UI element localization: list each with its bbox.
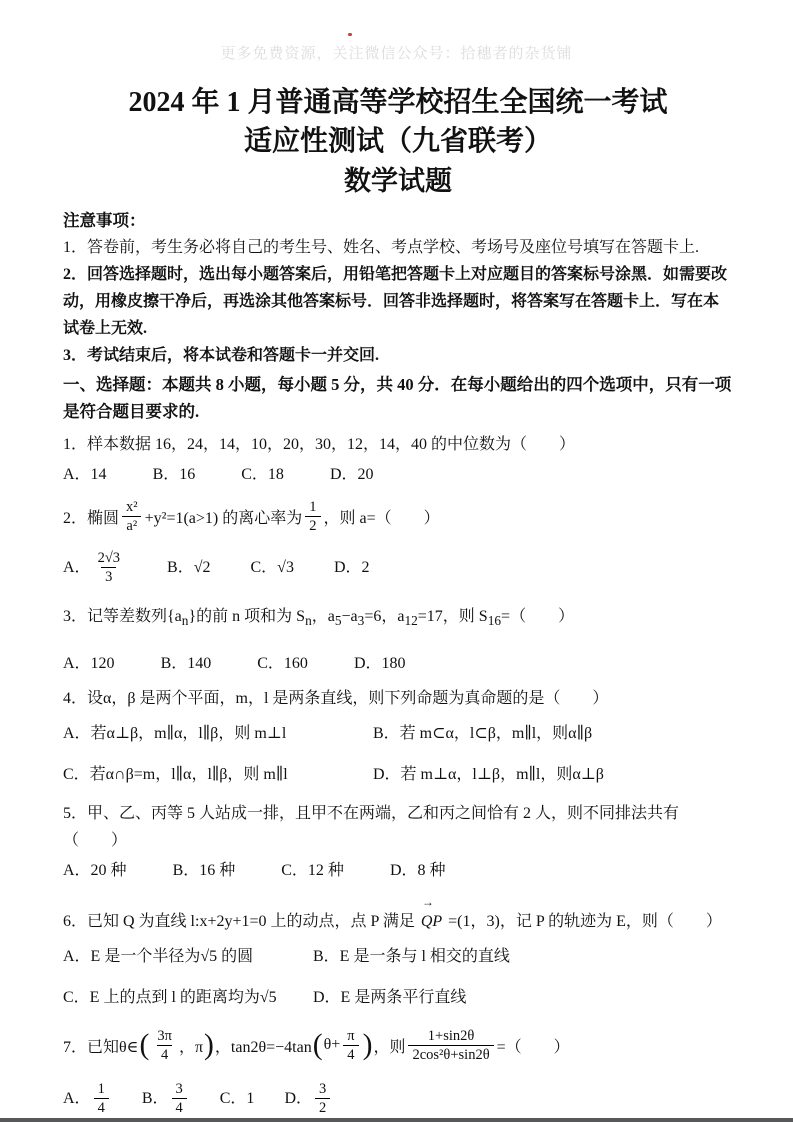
q4-option-a: A．若α⊥β，m∥α，l∥β，则 m⊥l [63, 724, 287, 742]
q2-option-a-fraction: $\frac{2√3}{3}$ [97, 550, 121, 586]
question-3-options [63, 650, 733, 677]
exam-title-line1: 2024 年 1 月普通高等学校招生全国统一考试 [128, 87, 668, 118]
notice-item-3: 3．考试结束后，将本试卷和答题卡一并交回. [63, 347, 380, 364]
q3-option-c: C．160 [257, 654, 308, 672]
notice-item-2: 2．回答选择题时，选出每小题答案后，用铅笔把答题卡上对应题目的答案标号涂黑．如需要改动，用橡皮擦干净后，再选涂其他答案标号．回答非选择题时，将答案写在答题卡上．写在本试卷上无效. [63, 266, 728, 337]
q2-option-c: C．√3 [250, 559, 294, 577]
red-scan-artifact [348, 33, 352, 36]
exam-title-line2: 适应性测试（九省联考） [243, 126, 552, 157]
notice-section [63, 208, 733, 369]
right-paren-big-2: ) [362, 1028, 373, 1061]
title-block [63, 84, 733, 200]
q6-option-c: C．E 上的点到 l 的距离均为√5 [63, 988, 277, 1006]
section-1-heading: 一、选择题：本题共 8 小题，每小题 5 分，共 40 分．在每小题给出的四个选项中，只有一项是符合题目要求的. [63, 375, 732, 421]
q2-stem-post: ，则 a=（ ） [323, 510, 440, 528]
q4-option-c: C．若α∩β=m，l∥α，l∥β，则 m∥l [63, 765, 288, 783]
q2-option-a: A． $\frac{2√3}{3}$ [63, 549, 127, 586]
q2-option-b: B．√2 [167, 559, 211, 577]
question-6-stem: 6．已知 Q 为直线 l:x+2y+1=0 上的动点，点 P 满足 → QP =(1，3)，记 P 的轨迹为 E，则（ ） [63, 900, 733, 935]
q2-stem-pre: 2．椭圆 [63, 510, 120, 528]
q6-option-d: D．E 是两条平行直线 [313, 988, 467, 1006]
right-paren-big: ) [204, 1028, 214, 1061]
left-paren-big: ( [139, 1028, 150, 1061]
watermark-text: 更多免费资源，关注微信公众号：拾穗者的杂货铺 [220, 46, 573, 62]
q7-option-a-fraction: $\frac{1}{4}$ [94, 1080, 109, 1117]
question-4-stem: 4．设α，β 是两个平面，m，l 是两条直线，则下列命题为真命题的是（ ） [63, 689, 609, 707]
vector-qp: → QP [420, 894, 443, 930]
q7-option-d-fraction: $\frac{3}{2}$ [315, 1080, 330, 1117]
notice-item-1: 1．答卷前，考生务必将自己的考生号、姓名、考点学校、考场号及座位号填写在答题卡上. [63, 239, 700, 256]
q5-option-a: A．20 种 [63, 861, 127, 879]
question-3-stem: 3．记等差数列$\{a_n\}$的前 n 项和为 $S_n$，$a_5-a_3=6$，$a_{12}=17$，则 $S_{16}=$（ ） [63, 607, 575, 628]
q3-option-d: D．180 [353, 654, 406, 672]
question-6-options [63, 943, 733, 1011]
q3-option-a: A．120 [63, 654, 115, 672]
question-7-stem: 7．已知θ∈ ( $\frac{3\pi}{4}$ ，π ) ，tan2θ=−4tan ( θ+ $\frac{\pi}{4}$ ) ，则 $\frac{1+\sin 2\theta}{\text{2cos²θ+sin2θ}}$ =（ ） [63, 1027, 570, 1063]
question-7-options [63, 1080, 733, 1117]
q1-option-b: B．16 [152, 466, 196, 483]
vector-arrow-icon: → [421, 894, 434, 909]
question-1-options [63, 461, 733, 488]
q6-option-b: B．E 是一条与 l 相交的直线 [313, 947, 510, 965]
exam-subject-title: 数学试题 [344, 166, 452, 196]
question-5-options [63, 857, 733, 884]
q1-option-d: D．20 [329, 466, 374, 483]
notice-heading: 注意事项： [63, 211, 146, 230]
q7-fraction-pi-4: $\frac{\pi}{4}$ [343, 1027, 358, 1064]
q2-stem-mid: +y²=1(a>1) 的离心率为 [144, 510, 303, 528]
question-4-options [63, 720, 733, 788]
q7-fraction-3pi-4: $\frac{3\pi}{4}$ [157, 1027, 172, 1063]
q5-option-b: B．16 种 [172, 861, 236, 879]
q7-option-b: B． $\frac{3}{4}$ [142, 1080, 190, 1117]
q6-option-a: A．E 是一个半径为√5 的圆 [63, 947, 254, 965]
q1-option-a: A．14 [63, 466, 107, 483]
q7-option-b-fraction: $\frac{3}{4}$ [172, 1080, 187, 1117]
q7-option-c: C．1 [219, 1090, 255, 1108]
q2-fraction-half: $\frac{1}{2}$ [305, 498, 320, 535]
q2-option-d: D．2 [333, 559, 370, 577]
q5-option-c: C．12 种 [281, 861, 344, 879]
q7-option-d: D． $\frac{3}{2}$ [284, 1080, 333, 1117]
q7-option-a: A． $\frac{1}{4}$ [63, 1080, 112, 1117]
q7-stem-post: =（ ） [496, 1038, 570, 1056]
left-paren-big-2: ( [312, 1028, 323, 1061]
question-2-stem [63, 498, 733, 535]
q7-fraction-trig: $\frac{1+\sin 2\theta}{\text{2cos²θ+sin2θ}}$ [408, 1027, 493, 1064]
page-edge-bar [0, 1118, 793, 1122]
question-2-options [63, 549, 733, 586]
q5-option-d: D．8 种 [389, 861, 446, 879]
q4-option-d: D．若 m⊥α，l⊥β，m∥l，则α⊥β [373, 765, 604, 783]
question-5-stem: 5．甲、乙、丙等 5 人站成一排，且甲不在两端，乙和丙之间恰有 2 人，则不同排法共有（ ） [63, 804, 680, 849]
q2-fraction-x2-a2: $\frac{\text{x²}}{\text{a²}}$ [122, 498, 142, 535]
q7-stem-pre: 7．已知θ∈ [63, 1038, 139, 1056]
question-1-stem: 1．样本数据 16，24，14，10，20，30，12，14，40 的中位数为（ ） [63, 436, 576, 453]
q1-option-c: C．18 [241, 466, 284, 483]
q4-option-b: B．若 m⊂α，l⊂β，m∥l，则α∥β [373, 724, 593, 742]
q3-option-b: B．140 [160, 654, 212, 672]
